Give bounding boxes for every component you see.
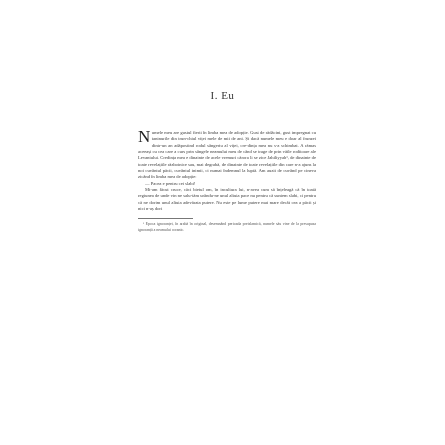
paragraph: Mi-am făcut cruce, căci bietul om, în incultura lui, n-avea cum să înțeleagă că în toată regiunea de unde vin ne salu-tăm urându-ne unul altuia pace nu pentru că suntem slabi, ci pentru că ne dorim unul altuia adevărata putere. Nu este pe lume putere mai mare decât cea a păcii și nici n-aș dori — [138, 187, 316, 212]
paragraph-opening — [138, 127, 316, 181]
dialogue-line: — Pacea e pentru cei slabi! — [145, 180, 196, 186]
drop-cap: N — [138, 127, 151, 146]
footnote-divider — [138, 218, 193, 219]
footnote: ¹ Epoca ignoranței, în arabă în original, desemnând perioada preislamică, numele său vine de la presupusa ignoranță a neamului coranic. — [138, 222, 316, 232]
body-text — [138, 127, 316, 233]
chapter-title: I. Eu — [210, 90, 235, 102]
paragraph-text: umele meu are gustul fierii în limba mea de adopție. Gust de rădăcini, gust impregnat cu taninurile din trun-chiul viței mele de mii de ani. Și dacă numele meu e doar al frunzei dintr-un an adăpostind rodul sângeriu al viței, cre-dința mea nu s-a schimbat. A rămas aceeași cu cea care a curs prin sângele neamului meu de când se trage de prin văile roditoare ale Levantului. Credința mea e dinainte de acele vremuri cărora li se zice Jahiliyyah¹, de dinainte de toate revelațiile războinice sau, mai degrabă, de dinainte de toate revelațiile din care n-a ajuns la noi cuvântul păcii, cuvântul inimii, ci numai îndemnul la luptă. Am auzit de cuvând pe cineva zicând în limba mea de adopție: — [138, 130, 316, 180]
